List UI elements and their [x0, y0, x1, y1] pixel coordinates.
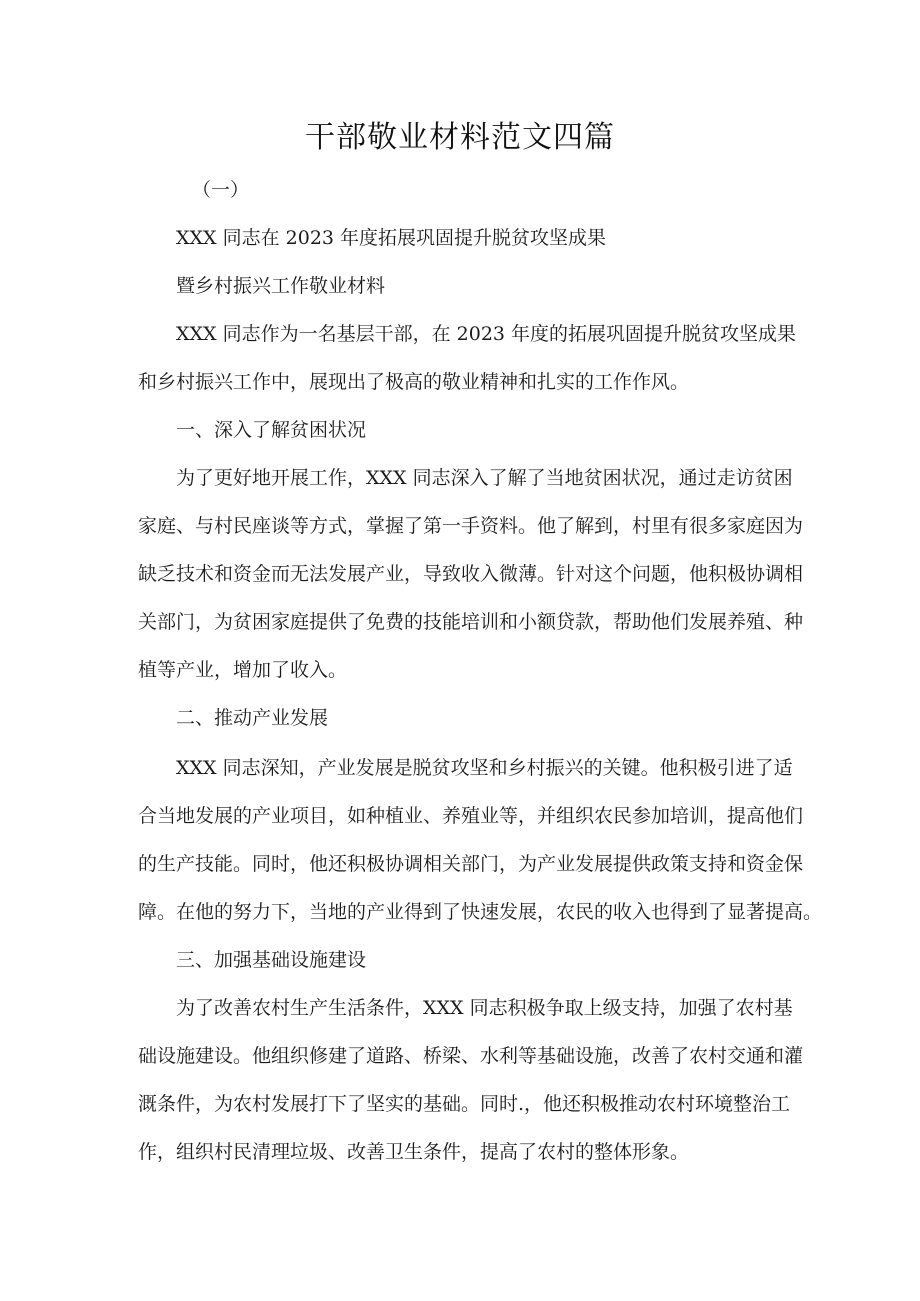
subtitle-line: 暨乡村振兴工作敬业材料 — [176, 275, 386, 297]
subtitle-line: XXX 同志在 2023 年度拓展巩固提升脱贫攻坚成果 — [176, 227, 607, 249]
paragraph-line: 缺乏技术和资金而无法发展产业，导致收入微薄。针对这个问题，他积极协调相 — [138, 563, 804, 585]
paragraph-line: 障。在他的努力下，当地的产业得到了快速发展，农民的收入也得到了显著提高。 — [138, 901, 823, 923]
document-title: 干部敬业材料范文四篇 — [305, 120, 615, 155]
section-mark: （一） — [192, 179, 250, 201]
paragraph-line: 为了更好地开展工作，XXX 同志深入了解了当地贫困状况，通过走访贫困 — [176, 467, 793, 489]
paragraph-line: 和乡村振兴工作中，展现出了极高的敬业精神和扎实的工作作风。 — [138, 371, 690, 393]
section-heading: 三、加强基础设施建设 — [176, 949, 367, 971]
paragraph-line: 作，组织村民清理垃圾、改善卫生条件，提高了农村的整体形象。 — [138, 1141, 690, 1163]
paragraph-line: XXX 同志作为一名基层干部，在 2023 年度的拓展巩固提升脱贫攻坚成果 — [176, 323, 797, 345]
paragraph-line: 溉条件，为农村发展打下了坚实的基础。同时.，他还积极推动农村环境整治工 — [138, 1093, 791, 1115]
paragraph-line: 植等产业，增加了收入。 — [138, 659, 348, 681]
paragraph-line: 为了改善农村生产生活条件，XXX 同志积极争取上级支持，加强了农村基 — [176, 997, 793, 1019]
paragraph-line: 合当地发展的产业项目，如种植业、养殖业等，并组织农民参加培训，提高他们 — [138, 805, 804, 827]
paragraph-line: 家庭、与村民座谈等方式，掌握了第一手资料。他了解到，村里有很多家庭因为 — [138, 515, 804, 537]
paragraph-line: 的生产技能。同时，他还积极协调相关部门，为产业发展提供政策支持和资金保 — [138, 853, 804, 875]
section-heading: 二、推动产业发展 — [176, 707, 329, 729]
section-heading: 一、深入了解贫困状况 — [176, 419, 367, 441]
paragraph-line: 关部门，为贫困家庭提供了免费的技能培训和小额贷款，帮助他们发展养殖、种 — [138, 611, 804, 633]
paragraph-line: 础设施建设。他组织修建了道路、桥梁、水利等基础设施，改善了农村交通和灌 — [138, 1045, 804, 1067]
paragraph-line: XXX 同志深知，产业发展是脱贫攻坚和乡村振兴的关键。他积极引进了适 — [176, 757, 793, 779]
